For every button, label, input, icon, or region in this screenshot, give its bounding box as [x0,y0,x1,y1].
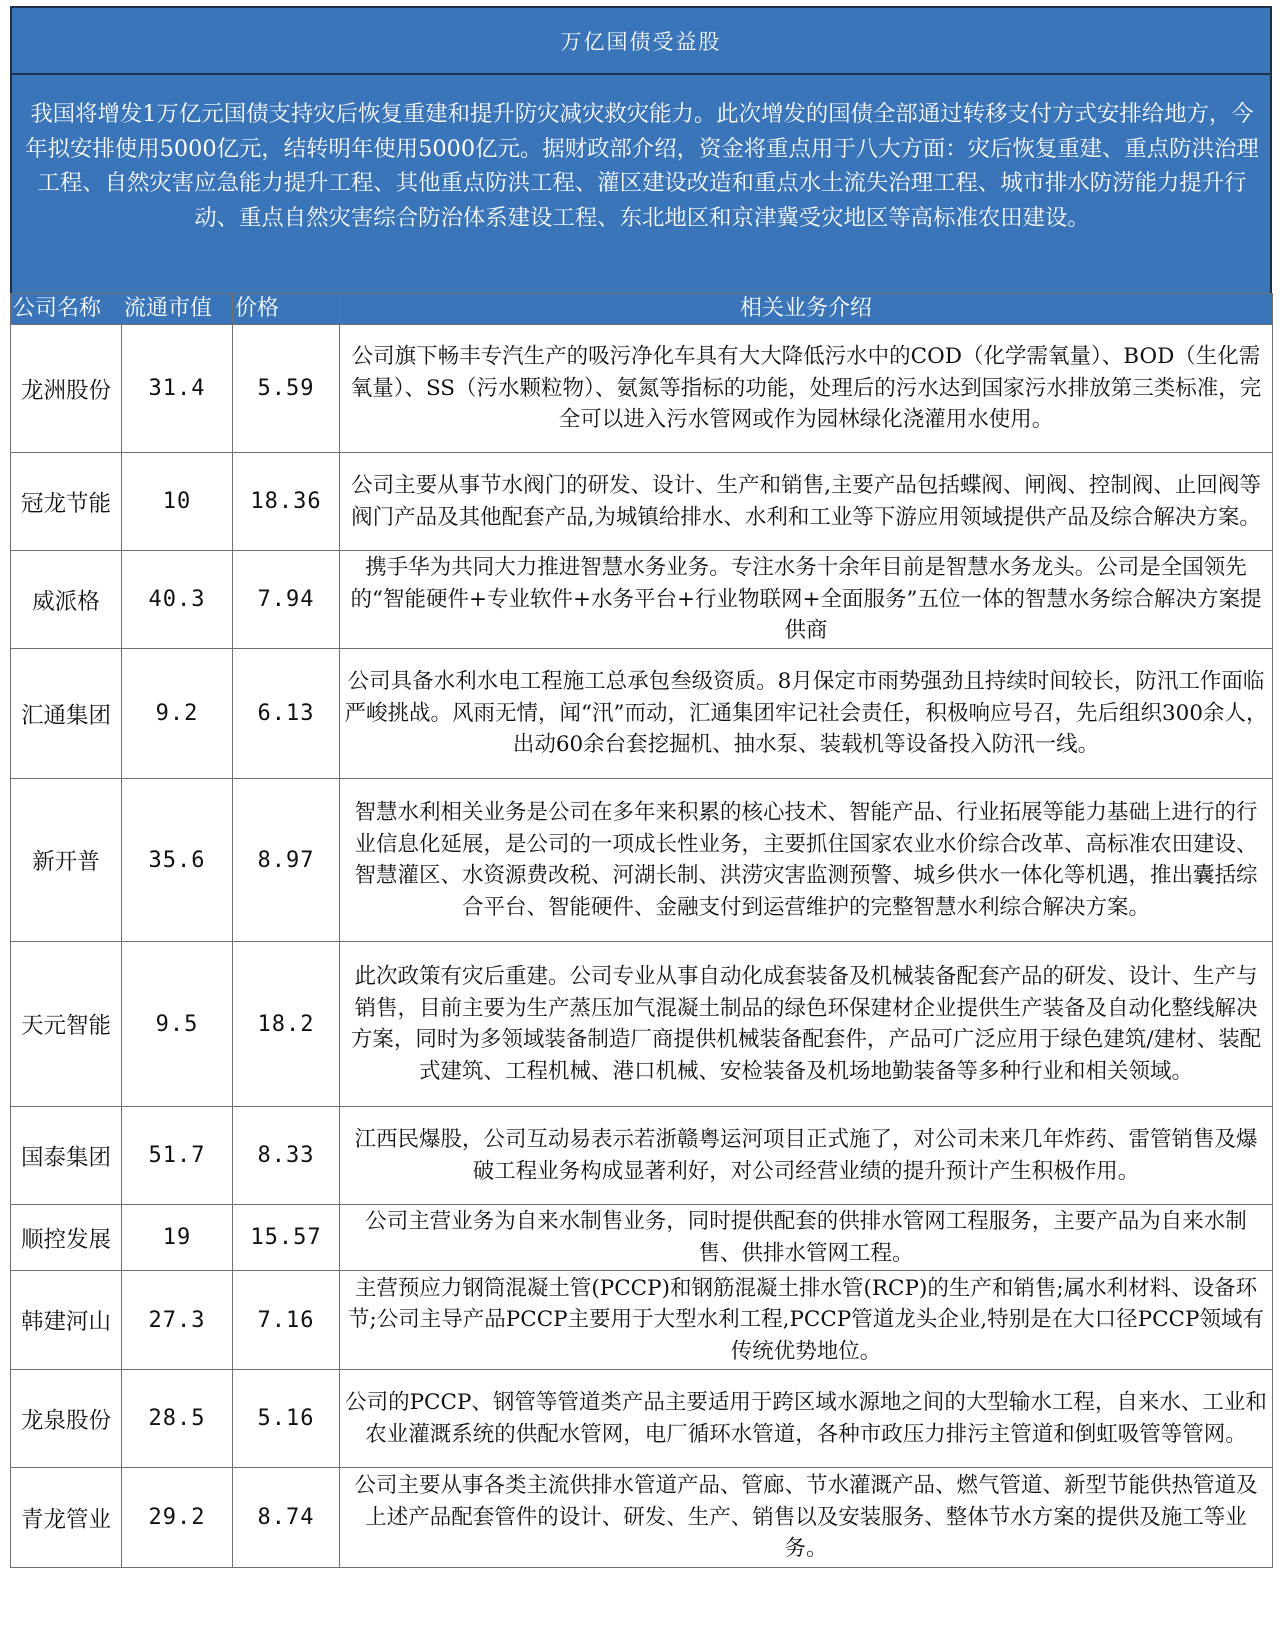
business-description: 此次政策有灾后重建。公司专业从事自动化成套装备及机械装备配套产品的研发、设计、生产与销售，目前主要为生产蒸压加气混凝土制品的绿色环保建材企业提供生产装备及自动化整线解决方案，同时为多领域装备制造厂商提供机械装备配套件，产品可广泛应用于绿色建筑/建材、装配式建筑、工程机械、港口机械、安检装备及机场地勤装备等多种行业和相关领域。 [340,942,1273,1107]
float-cap-value: 27.3 [122,1271,233,1370]
price-value: 6.13 [233,649,340,779]
float-cap-value: 19 [122,1205,233,1271]
business-description: 公司主要从事各类主流供排水管道产品、管廊、节水灌溉产品、燃气管道、新型节能供热管道及上述产品配套管件的设计、研发、生产、销售以及安装服务、整体节水方案的提供及施工等业务。 [340,1468,1273,1568]
price-value: 5.16 [233,1370,340,1468]
company-name: 国泰集团 [11,1107,122,1205]
header-float-cap: 流通市值 [122,294,233,325]
company-name: 新开普 [11,779,122,942]
table-header-row [11,294,1273,325]
table-row [11,453,1273,551]
business-description: 公司主营业务为自来水制售业务，同时提供配套的供排水管网工程服务，主要产品为自来水制售、供排水管网工程。 [340,1205,1273,1271]
company-name: 龙泉股份 [11,1370,122,1468]
intro-paragraph: 我国将增发1万亿元国债支持灾后恢复重建和提升防灾减灾救灾能力。此次增发的国债全部通过转移支付方式安排给地方，今年拟安排使用5000亿元，结转明年使用5000亿元。据财政部介绍，资金将重点用于八大方面：灾后恢复重建、重点防洪治理工程、自然灾害应急能力提升工程、其他重点防洪工程、灌区建设改造和重点水土流失治理工程、城市排水防涝能力提升行动、重点自然灾害综合防治体系建设工程、东北地区和京津冀受灾地区等高标准农田建设。 [10,75,1272,293]
float-cap-value: 29.2 [122,1468,233,1568]
business-description: 江西民爆股，公司互动易表示若浙赣粤运河项目正式施了，对公司未来几年炸药、雷管销售及爆破工程业务构成显著利好，对公司经营业绩的提升预计产生积极作用。 [340,1107,1273,1205]
table-row [11,779,1273,942]
table-row [11,551,1273,649]
business-description: 携手华为共同大力推进智慧水务业务。专注水务十余年目前是智慧水务龙头。公司是全国领先的“智能硬件+专业软件+水务平台+行业物联网+全面服务”五位一体的智慧水务综合解决方案提供商 [340,551,1273,649]
float-cap-value: 35.6 [122,779,233,942]
business-description: 公司的PCCP、钢管等管道类产品主要适用于跨区域水源地之间的大型输水工程，自来水、工业和农业灌溉系统的供配水管网，电厂循环水管道，各种市政压力排污主管道和倒虹吸管等管网。 [340,1370,1273,1468]
company-name: 汇通集团 [11,649,122,779]
float-cap-value: 51.7 [122,1107,233,1205]
table-row [11,1107,1273,1205]
sheet-title: 万亿国债受益股 [10,6,1272,75]
header-price: 价格 [233,294,340,325]
price-value: 15.57 [233,1205,340,1271]
header-company-name: 公司名称 [11,294,122,325]
price-value: 8.33 [233,1107,340,1205]
company-name: 青龙管业 [11,1468,122,1568]
company-name: 韩建河山 [11,1271,122,1370]
business-description: 公司主要从事节水阀门的研发、设计、生产和销售,主要产品包括蝶阀、闸阀、控制阀、止回阀等阀门产品及其他配套产品,为城镇给排水、水利和工业等下游应用领域提供产品及综合解决方案。 [340,453,1273,551]
price-value: 5.59 [233,325,340,453]
company-name: 天元智能 [11,942,122,1107]
business-description: 智慧水利相关业务是公司在多年来积累的核心技术、智能产品、行业拓展等能力基础上进行的行业信息化延展，是公司的一项成长性业务，主要抓住国家农业水价综合改革、高标准农田建设、智慧灌区、水资源费改税、河湖长制、洪涝灾害监测预警、城乡供水一体化等机遇，推出囊括综合平台、智能硬件、金融支付到运营维护的完整智慧水利综合解决方案。 [340,779,1273,942]
float-cap-value: 31.4 [122,325,233,453]
float-cap-value: 10 [122,453,233,551]
company-name: 威派格 [11,551,122,649]
table-row [11,649,1273,779]
table-row [11,942,1273,1107]
stock-table [10,293,1273,1568]
table-row [11,1271,1273,1370]
table-row [11,1468,1273,1568]
business-description: 公司具备水利水电工程施工总承包叁级资质。8月保定市雨势强劲且持续时间较长，防汛工作面临严峻挑战。风雨无情，闻“汛”而动，汇通集团牢记社会责任，积极响应号召，先后组织300余人，出动60余台套挖掘机、抽水泵、装载机等设备投入防汛一线。 [340,649,1273,779]
stock-sheet [10,6,1272,1568]
price-value: 7.94 [233,551,340,649]
price-value: 8.74 [233,1468,340,1568]
company-name: 冠龙节能 [11,453,122,551]
table-row [11,325,1273,453]
company-name: 顺控发展 [11,1205,122,1271]
table-row [11,1370,1273,1468]
price-value: 18.2 [233,942,340,1107]
business-description: 公司旗下畅丰专汽生产的吸污净化车具有大大降低污水中的COD（化学需氧量）、BOD（生化需氧量）、SS（污水颗粒物）、氨氮等指标的功能，处理后的污水达到国家污水排放第三类标准，完全可以进入污水管网或作为园林绿化浇灌用水使用。 [340,325,1273,453]
company-name: 龙洲股份 [11,325,122,453]
float-cap-value: 9.2 [122,649,233,779]
float-cap-value: 28.5 [122,1370,233,1468]
price-value: 7.16 [233,1271,340,1370]
price-value: 8.97 [233,779,340,942]
table-row [11,1205,1273,1271]
business-description: 主营预应力钢筒混凝土管(PCCP)和钢筋混凝土排水管(RCP)的生产和销售;属水利材料、设备环节;公司主导产品PCCP主要用于大型水利工程,PCCP管道龙头企业,特别是在大口径PCCP领域有传统优势地位。 [340,1271,1273,1370]
float-cap-value: 9.5 [122,942,233,1107]
header-business: 相关业务介绍 [340,294,1273,325]
float-cap-value: 40.3 [122,551,233,649]
price-value: 18.36 [233,453,340,551]
